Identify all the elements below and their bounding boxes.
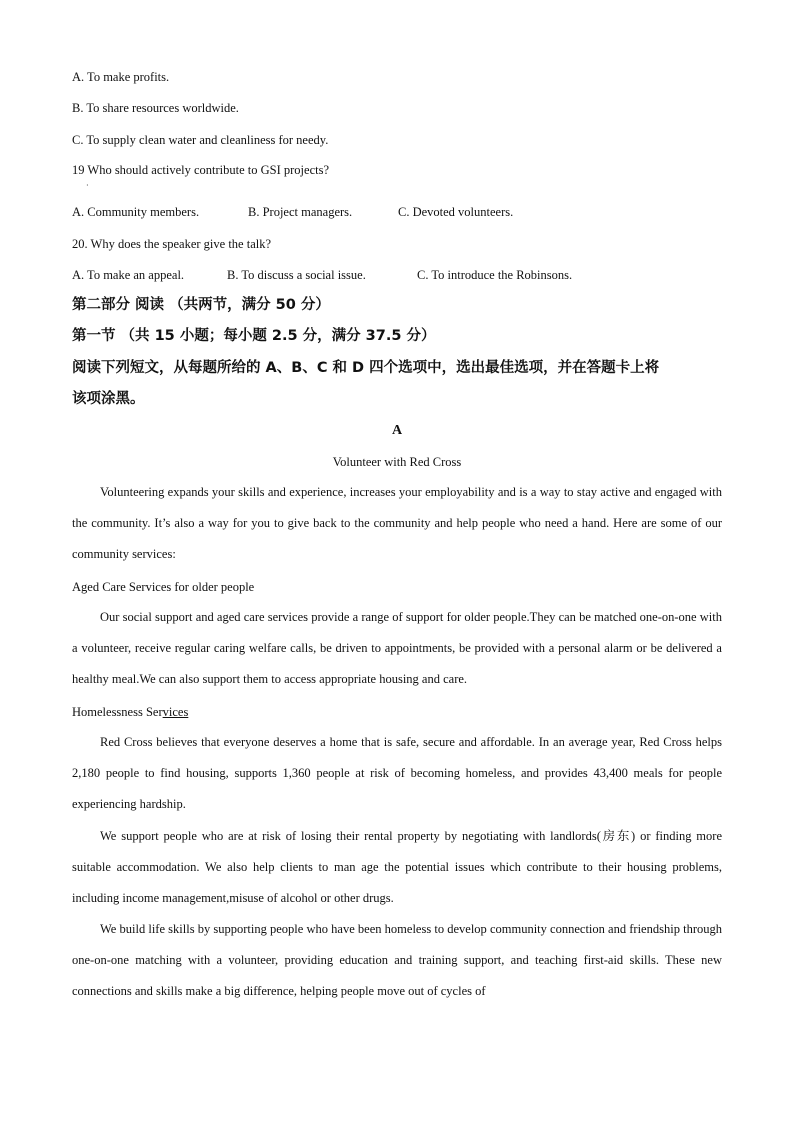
q18-option-c: C. To supply clean water and cleanliness for needy. [72, 133, 329, 147]
part2-heading: 第二部分 阅读 （共两节，满分 50 分） [72, 297, 330, 313]
q18-option-b: B. To share resources worldwide. [72, 101, 239, 115]
q19-option-a: A. Community members. [72, 205, 200, 219]
homelessness-heading [72, 704, 188, 720]
aged-care-paragraph: Our social support and aged care services provide a range of support for older people.They can be matched one-on-one with a volunteer, receive regular caring welfare calls, be driven to appointments, be provided with a personal alarm or be delivered a healthy meal.We can also support them to access appropriate housing and care. [72, 610, 722, 687]
section1-heading: 第一节 （共 15 小题；每小题 2.5 分，满分 37.5 分） [72, 328, 436, 344]
intro-paragraph: Volunteering expands your skills and experience, increases your employability and is a way to stay active and engaged with the community. It’s also a way for you to give back to the community and help people who need a hand. Here are some of our community services: [72, 485, 722, 562]
q20-options [72, 267, 572, 283]
homelessness-paragraph-2: We support people who are at risk of losing their rental property by negotiating with landlords(房东) or finding more suitable accommodation. We also help clients to man age the potential issues which contribute to their housing problems, including income management,misuse of alcohol or other drugs. [72, 829, 722, 906]
q19-option-b: B. Project managers. [248, 205, 353, 219]
q19-mark: · [86, 181, 89, 190]
instruction-line-1: 阅读下列短文，从每题所给的 A、B、C 和 D 四个选项中，选出最佳选项，并在答题卡上将 [72, 360, 660, 376]
passage-letter: A [391, 423, 403, 438]
q20-option-a: A. To make an appeal. [72, 268, 185, 282]
passage-title: Volunteer with Red Cross [332, 455, 462, 469]
instruction-line-2: 该项涂黑。 [72, 391, 145, 407]
aged-care-heading: Aged Care Services for older people [72, 580, 255, 594]
q20-question: 20. Why does the speaker give the talk? [72, 237, 272, 251]
homelessness-paragraph-3: We build life skills by supporting people who have been homeless to develop community connection and friendship through one-on-one matching with a volunteer, providing education and training support, and teaching first-aid skills. These new connections and skills make a big difference, helping people move out of cycles of [72, 922, 722, 999]
homelessness-heading-end: vices [162, 705, 189, 719]
q19-option-c: C. Devoted volunteers. [398, 205, 514, 219]
q20-option-b: B. To discuss a social issue. [227, 268, 366, 282]
q20-option-c: C. To introduce the Robinsons. [417, 268, 573, 282]
q18-option-a: A. To make profits. [72, 70, 170, 84]
q19-options [72, 204, 513, 220]
homelessness-heading-start: Homelessness Ser [72, 705, 163, 719]
q19-question: 19 Who should actively contribute to GSI projects? [72, 163, 330, 177]
homelessness-paragraph-1: Red Cross believes that everyone deserves a home that is safe, secure and affordable. In an average year, Red Cross helps 2,180 people to find housing, supports 1,360 people at risk of becoming homeless, and provides 43,400 meals for people experiencing hardship. [72, 735, 722, 812]
